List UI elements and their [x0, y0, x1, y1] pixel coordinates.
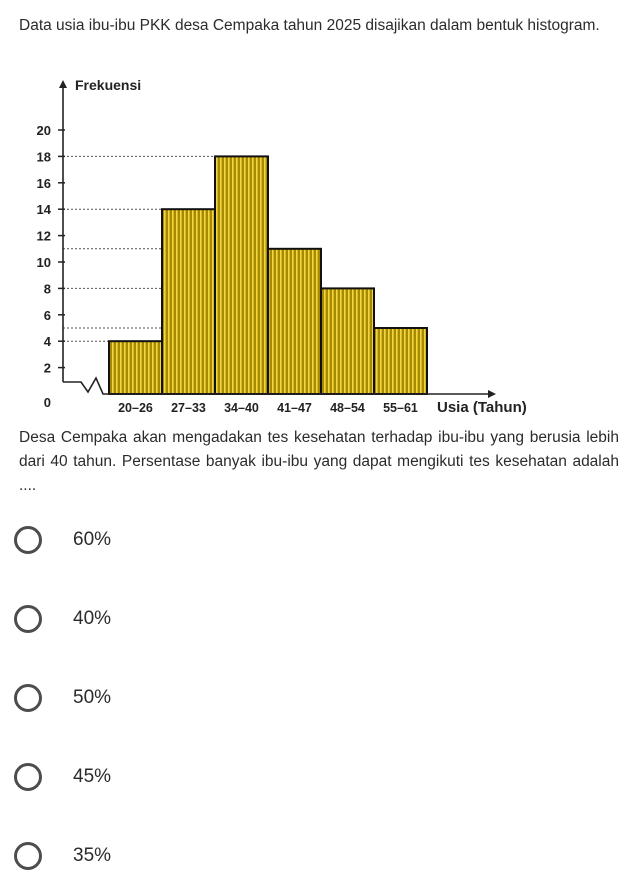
y-tick-label: 8 — [43, 281, 51, 297]
y-tick-label: 18 — [36, 149, 51, 165]
question-body: Desa Cempaka akan mengadakan tes kesehatan terhadap ibu-ibu yang berusia lebih dari 40 tahun. Persentase banyak ibu-ibu yang dapat mengikuti tes kesehatan adalah .... — [19, 429, 619, 494]
y-tick-label: 6 — [43, 307, 51, 323]
question-intro: Data usia ibu-ibu PKK desa Cempaka tahun 2025 disajikan dalam bentuk histogram. — [19, 17, 600, 34]
option-a[interactable] — [0, 515, 300, 571]
x-tick-label: 27–33 — [171, 401, 206, 415]
option-d[interactable] — [0, 752, 300, 808]
y-tick-label: 20 — [36, 123, 51, 138]
y-tick-label: 2 — [43, 360, 51, 376]
y-tick-label: 0 — [43, 395, 51, 410]
x-tick-label: 41–47 — [277, 401, 312, 415]
histogram-svg — [0, 72, 637, 427]
y-axis-label: Frekuensi — [75, 77, 142, 93]
option-c[interactable] — [0, 673, 300, 729]
option-b[interactable] — [0, 594, 300, 650]
y-tick-label: 4 — [43, 334, 51, 350]
x-tick-label: 48–54 — [330, 401, 365, 415]
histogram-bar-4 — [268, 249, 321, 394]
option-label: 35% — [73, 845, 112, 866]
x-axis-label: Usia (Tahun) — [437, 399, 527, 416]
option-label: 45% — [73, 766, 112, 787]
histogram-bar-5 — [321, 288, 374, 394]
histogram-bar-6 — [374, 328, 427, 394]
radio-circle-icon[interactable] — [14, 526, 42, 554]
radio-circle-icon[interactable] — [14, 763, 42, 791]
option-label: 40% — [73, 608, 112, 629]
option-label: 60% — [73, 529, 112, 550]
histogram-bar-3 — [215, 156, 268, 394]
bars — [109, 156, 427, 394]
x-tick-label: 20–26 — [118, 401, 153, 415]
histogram-chart — [0, 72, 637, 427]
y-ticks — [37, 123, 65, 410]
option-label: 50% — [73, 687, 112, 708]
radio-circle-icon[interactable] — [14, 684, 42, 712]
histogram-bar-2 — [162, 209, 215, 394]
y-tick-label: 14 — [36, 202, 51, 218]
x-tick-label: 55–61 — [383, 401, 418, 415]
histogram-bar-1 — [109, 341, 162, 394]
x-tick-label: 34–40 — [224, 401, 259, 415]
option-e[interactable] — [0, 831, 300, 887]
y-tick-label: 16 — [36, 175, 51, 191]
axis-break-zigzag — [63, 378, 109, 394]
x-ticks — [118, 401, 418, 415]
y-tick-label: 12 — [36, 228, 51, 244]
y-tick-label: 10 — [36, 255, 51, 270]
radio-circle-icon[interactable] — [14, 842, 42, 870]
radio-circle-icon[interactable] — [14, 605, 42, 633]
